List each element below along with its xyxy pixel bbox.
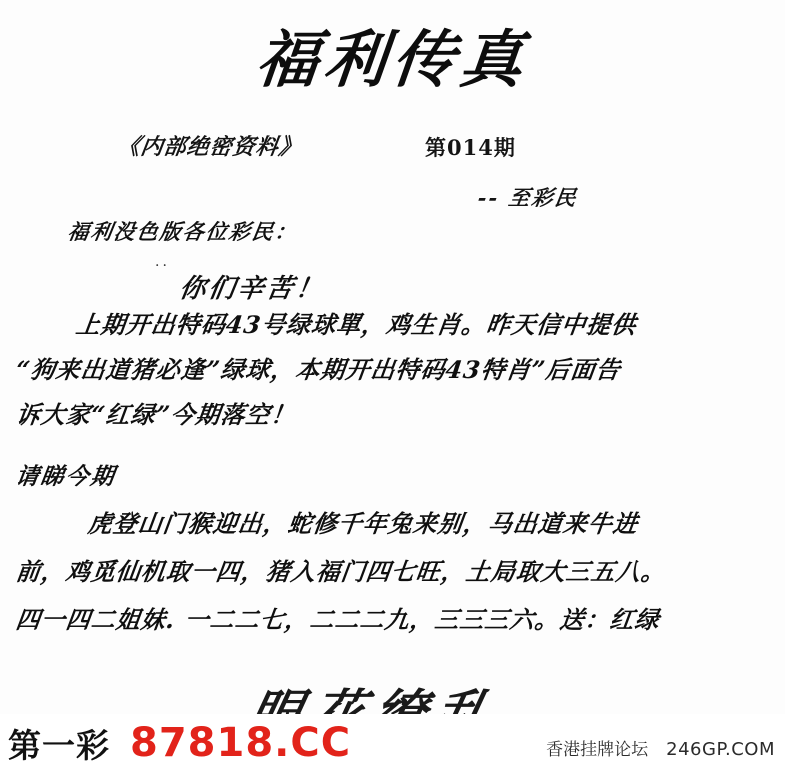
salutation-line: 福利没色版各位彩民： [65,219,300,244]
verse-line: 前，鸡觅仙机取一四，猪入福门四七旺，土局取大三五八。 [14,557,668,586]
body-paragraph: 诉大家“红绿”今期落空！ [14,400,298,429]
document-title: 福利传真 [252,23,533,96]
greeting-line: 你们辛苦！ [177,274,327,304]
watermark-left [0,720,351,767]
watermark-brand: 第一彩 [8,725,110,765]
verse-line: 四一四二姐妹. 一二二七，二二二九，三三三六。送：红绿 [14,605,662,634]
decorative-dots: ·· [155,258,170,274]
watermark-right [546,735,775,760]
watermark-site: 87818.CC [130,720,352,766]
watermark-bar [0,714,785,772]
verse-line: 虎登山门猴迎出，蛇修千年兔来别，马出道来牛进 [86,509,640,538]
dedication-line: -- 至彩民 [476,185,580,210]
watermark-forum: 香港挂牌论坛 [546,740,649,760]
watermark-domain: 246GP.COM [666,739,775,760]
body-paragraphs [16,302,776,437]
issue-number: 第014期 [425,135,516,160]
document-subheader [0,130,785,164]
body-paragraph: 上期开出特码43号绿球單，鸡生肖。昨天信中提供 [74,310,639,339]
request-line: 请睇今期 [13,463,118,490]
verse-block [16,500,785,644]
secret-label: 《内部绝密资料》 [115,134,304,160]
body-paragraph: “狗来出道猪必逢”绿球，本期开出特码43特肖”后面告 [14,355,623,384]
